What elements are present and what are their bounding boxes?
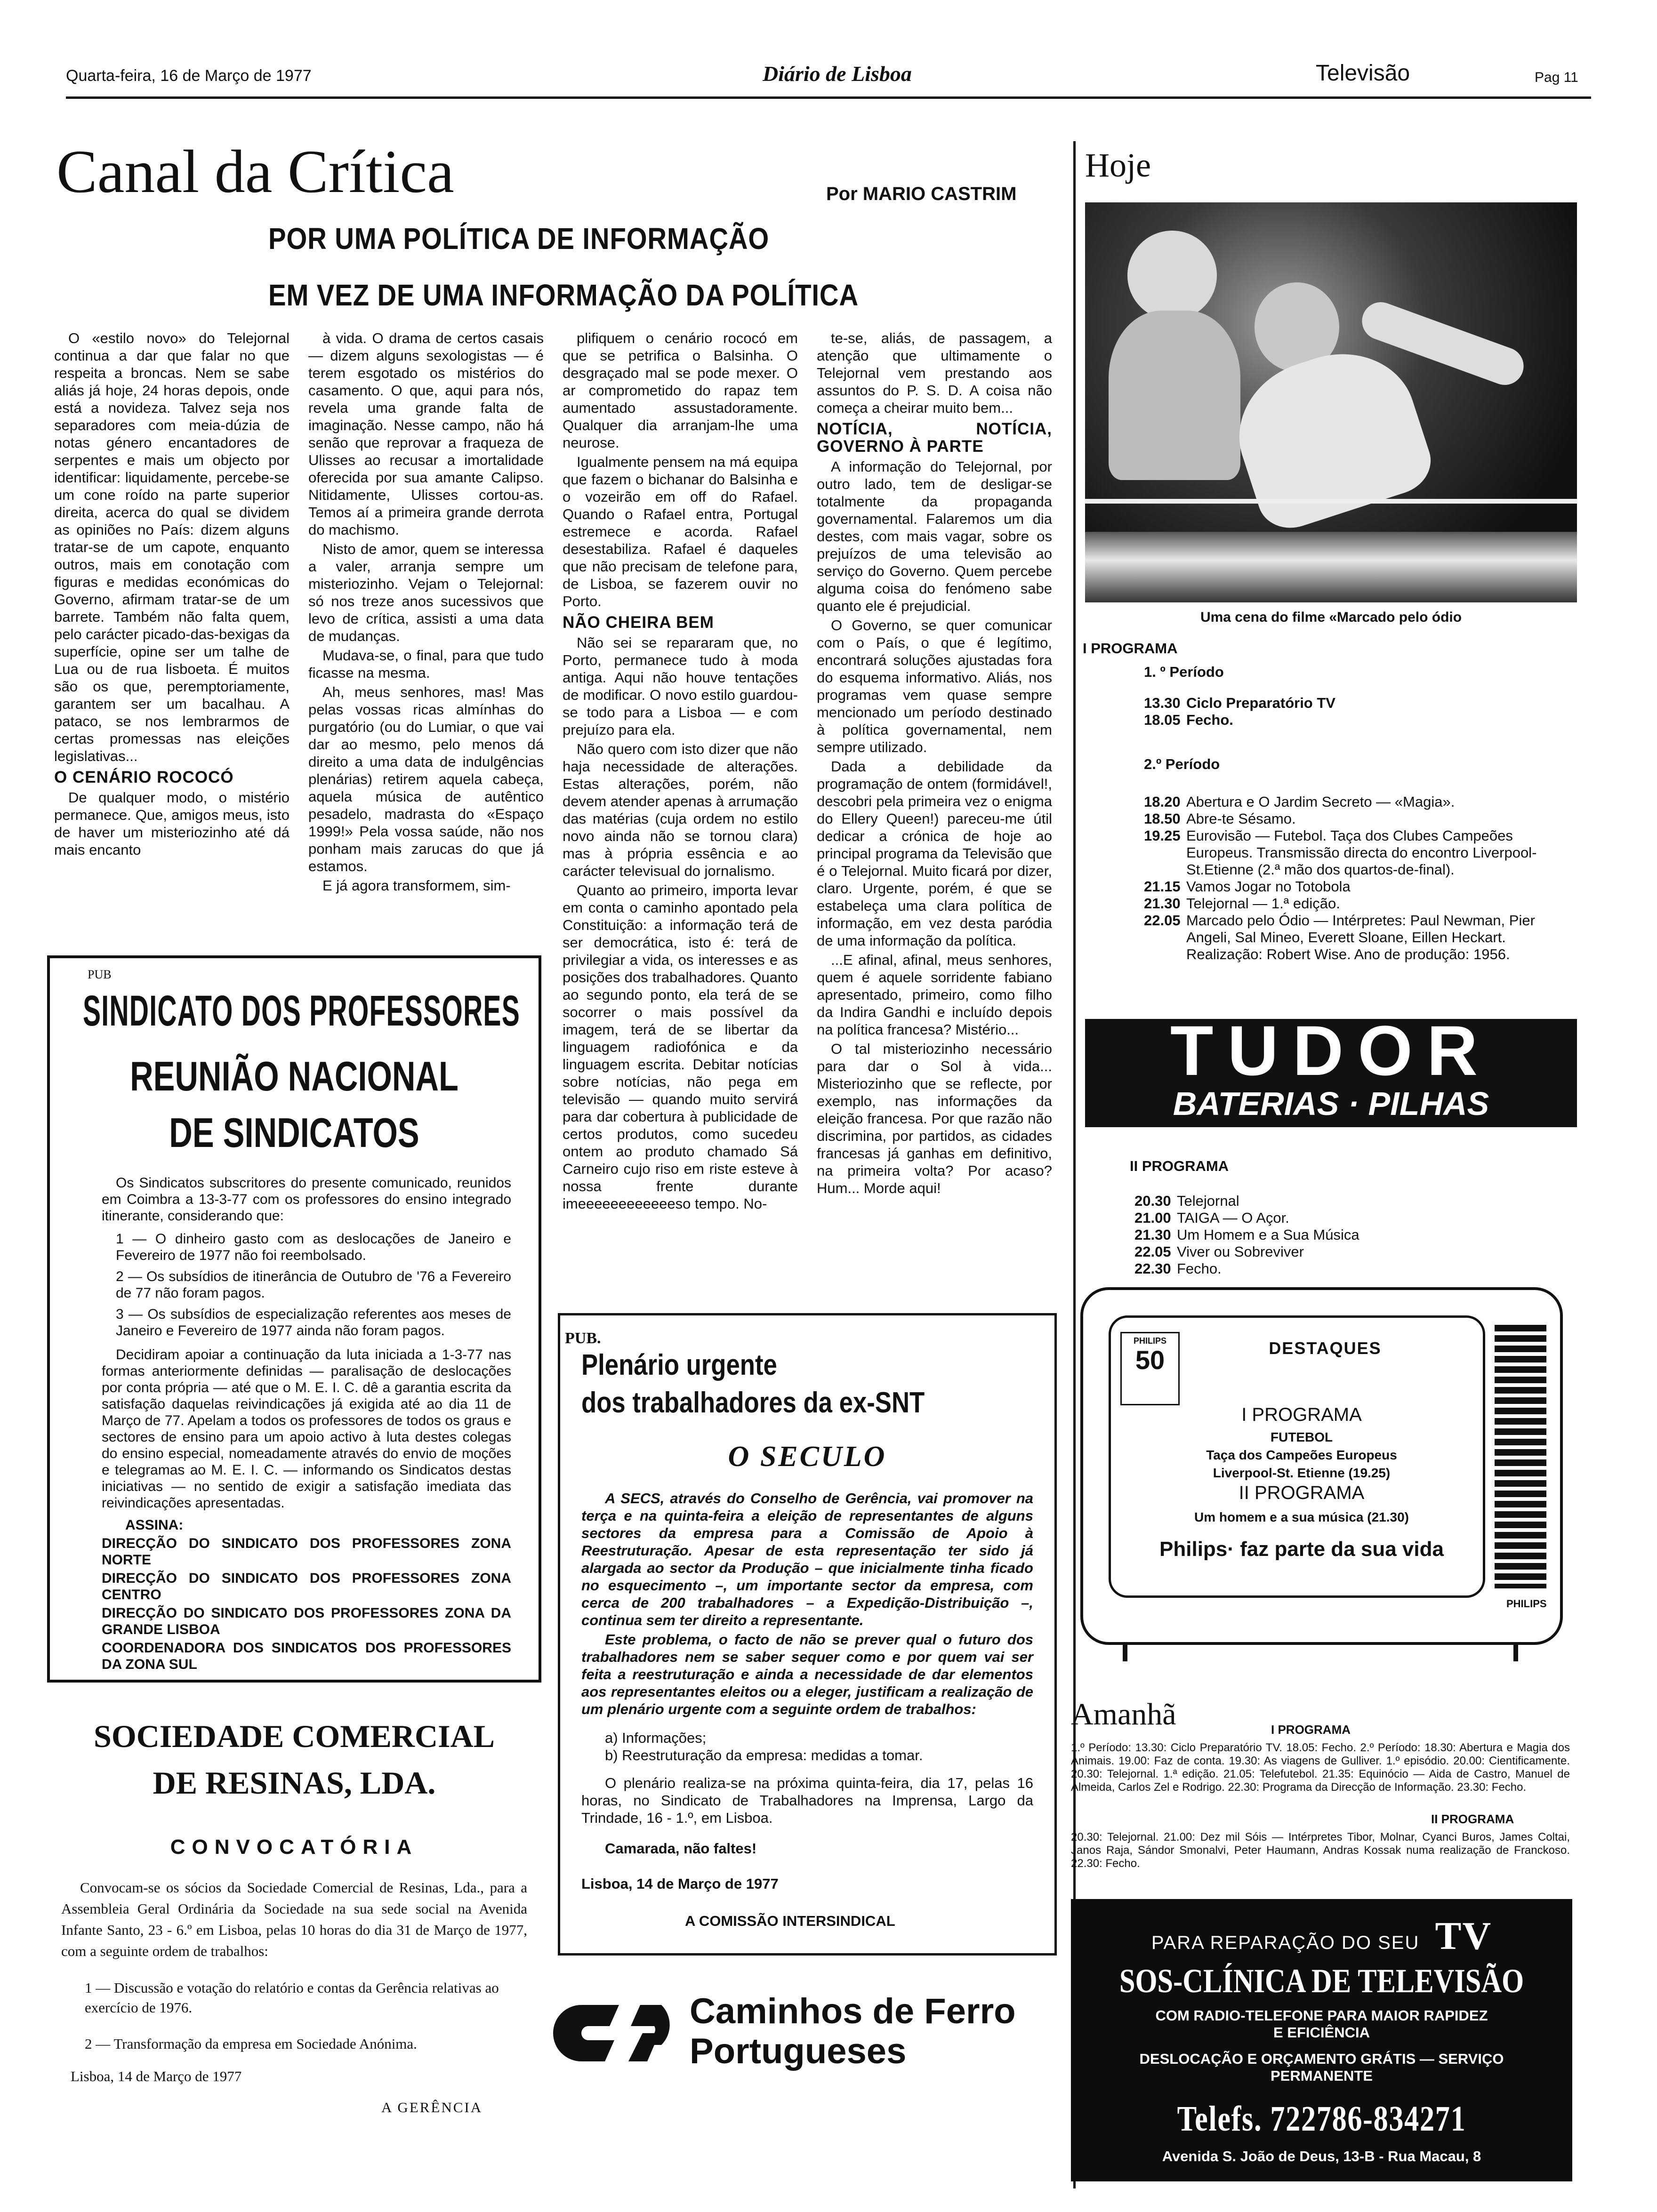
show-title: TAIGA — O Açor. — [1177, 1210, 1289, 1226]
ad-cp — [548, 1977, 1057, 2094]
paragraph: à vida. O drama de certos casais — dizem alguns sexologistas — é terem esgotado os mistérios do casamento. O que, aqui para nós, revela uma grande falta de imaginação. Nesse campo, não há senão que reprovar a fraqueza de Ulisses ao recusar a imortalidade oferecida por sua amante Calipso. Nitidamente, Ulisses cortou-as. Temos aí a primeira grande derrota do machismo. — [308, 330, 544, 538]
article-col-1 — [54, 329, 290, 920]
time: 21.00 — [1134, 1210, 1171, 1226]
philips-prog1: I PROGRAMA — [1241, 1404, 1362, 1425]
show-title: Fecho. — [1177, 1260, 1222, 1277]
amanha-prog1: I PROGRAMA — [1271, 1723, 1351, 1737]
show-title: Um Homem e a Sua Música — [1177, 1226, 1359, 1243]
ad-secs-sign: A COMISSÃO INTERSINDICAL — [685, 1913, 895, 1929]
masthead — [66, 56, 1586, 99]
paragraph: ...E afinal, afinal, meus senhores, quem é aquele sorridente fabiano apresentado, primeiro, como filho da Indira Gandhi e incluído depois na política francesa? Mistério... — [817, 952, 1052, 1038]
paragraph: Dada a debilidade da programação de ontem (formidável!, descobri pela primeira vez o enigma do Ellery Queen!) pareceu-me útil dedicar a crónica de hoje ao principal programa da Televisão que é o Telejornal. Muito ficará por dizer, claro. Urgente, porém, é que se estabeleça uma clara política de informação, em vez desta paródia de uma informação da política. — [817, 758, 1052, 949]
paragraph: O «estilo novo» do Telejornal continua a dar que falar no que respeita a broncas. Nem se sabe aliás já hoje, 24 horas depois, onde está a novideza. Talvez seja nos separadores com meia-dúzia de notas género encantadores de serpentes e mais um objecto por identificar: liquidamente, percebe-se um cone roído na parte superior direita, acerca do qual se dividem as opiniões no País: dizem alguns tratar-se de um capote, enquanto outros, mais em conotação com figuras e medidas económicas do Governo, afirmam tratar-se de um barrete. Também não falta quem, pelo carácter picado-das-bexigas da superfície, opine ser um talhe de Lua ou de rua lisboeta. É muitos são os que, peremptoriamente, garantem ser um bacalhau. A pataco, se nos lembrarmos de certas promessas nas eleições legislativas... — [54, 330, 290, 764]
paragraph: O Governo, se quer comunicar com o País, o que é legítimo, encontrará soluções ajustadas fora do esquema informativo. Aliás, nos programas vem quase sempre mencionado um período destinado à política governamental, nem sempre utilizado. — [817, 617, 1052, 755]
paragraph: Quanto ao primeiro, importa levar em conta o caminho apontado pela Constituição: a informação terá de ser democrática, isto é: terá de privilegiar a vida, os interesses e as posições dos trabalhadores. Quanto ao segundo ponto, ela terá de se socorrer o mais possível da imagem, terá de se libertar da linguagem radiofónica e da linguagem escrita. Debitar notícias sobre notícias, não pega em televisão — quando muito servirá para dar cobertura à publicidade de certos produtos, como sucedeu ontem ao produto chamado Sá Carneiro cujo riso em riste esteve à nossa frente durante imeeeeeeeeeeeeso tempo. No- — [563, 882, 798, 1212]
tudor-sub: BATERIAS · PILHAS — [1173, 1085, 1489, 1122]
paragraph: Não sei se repararam que, no Porto, permanece tudo à moda antiga. Aqui não houve tentações de modificar. O novo estilo guardou-se todo para a Lisboa — e com prejuízo para ela. — [563, 634, 798, 738]
show-title: Viver ou Sobreviver — [1177, 1243, 1304, 1260]
paragraph: Ah, meus senhores, mas! Mas pelas vossas ricas almínhas do purgatório (ou do Lumiar, o que vai dar ao mesmo, pelo menos dá direito a uma data de indulgências plenárias) retirem aquela cabeça, aquela música de autêntico pesadelo, madrasta do «Espaço 1999!» Pela vossa saúde, não nos ponham mais zarucas do que já estamos. — [308, 684, 544, 874]
programa-label: II PROGRAMA — [1130, 1158, 1229, 1174]
amanha-prog2: II PROGRAMA — [1431, 1812, 1514, 1826]
paragraph: O plenário realiza-se na próxima quinta-feira, dia 17, pelas 16 horas, no Sindicato de Trabalhadores na Imprensa, Largo da Trindade, 16 - 1.º, em Lisboa. — [581, 1775, 1033, 1826]
subhead-cenario: O CENÁRIO ROCOCÓ — [54, 768, 234, 786]
philips-brand: PHILIPS — [1506, 1598, 1547, 1610]
ad-resinas-sign: A GERÊNCIA — [381, 2099, 483, 2116]
agenda-item: a) Informações; — [605, 1730, 707, 1746]
paragraph: A SECS, através do Conselho de Gerência, vai promover na terça e na quinta-feira a eleição de representantes de alguns sectores da empresa para a Comissão de Apoio à Reestruturação. Apesar de esta representação ter sido já alargada ao sector da Produção – que inicialmente tinha ficado no esquecimento –, um importante sector da empresa, com cerca de 200 trabalhadores – a Expedição-Distribuição –, continua sem ter direito a representante. — [581, 1490, 1033, 1628]
ad-secs — [558, 1313, 1057, 1956]
ad-sindicato — [47, 955, 541, 1683]
period-label: 2.º Período — [1144, 756, 1220, 772]
ad-sindicato-title: SINDICATO DOS PROFESSORES — [83, 987, 520, 1035]
signer: DIRECÇÃO DO SINDICATO DOS PROFESSORES ZONA DA GRANDE LISBOA — [102, 1605, 511, 1637]
destaques: DESTAQUES — [1269, 1338, 1382, 1358]
ad-resinas-title-1: SOCIEDADE COMERCIAL — [94, 1718, 495, 1754]
time: 20.30 — [1134, 1193, 1171, 1209]
hoje-programa-2 — [1130, 1158, 1553, 1277]
masthead-rule — [66, 96, 1591, 99]
ad-secs-title-1: Plenário urgente — [581, 1349, 777, 1381]
signer: DIRECÇÃO DO SINDICATO DOS PROFESSORES ZONA CENTRO — [102, 1571, 511, 1603]
sos-phones: Telefs. 722786-834271 — [1177, 2099, 1466, 2139]
philips-lines — [1127, 1395, 1476, 1561]
programa-label: I PROGRAMA — [1083, 640, 1178, 657]
tudor-title: TUDOR — [1170, 1019, 1492, 1090]
ad-philips — [1080, 1287, 1563, 1664]
signer: DIRECÇÃO DO SINDICATO DOS PROFESSORES ZONA NORTE — [102, 1536, 511, 1568]
signer: COORDENADORA DOS SINDICATOS DOS PROFESSORES DA ZONA SUL — [102, 1640, 511, 1672]
kicker: Canal da Crítica — [56, 138, 454, 206]
tv-leg — [1123, 1643, 1127, 1661]
ad-sindicato-sub2: DE SINDICATOS — [169, 1109, 419, 1156]
list-item: 3 — Os subsídios de especialização referentes aos meses de Janeiro e Fevereiro de 1977 ainda não foram pagos. — [116, 1306, 511, 1338]
paragraph: De qualquer modo, o mistério permanece. Que, amigos meus, isto de haver um misteriozinho até dá mais encanto — [54, 789, 290, 858]
time: 22.30 — [1134, 1260, 1171, 1277]
amanha-title: Amanhã — [1071, 1697, 1176, 1731]
sos-line-1-text: PARA REPARAÇÃO DO SEU — [1151, 1932, 1420, 1953]
philips-match: Liverpool-St. Etienne (19.25) — [1213, 1466, 1391, 1480]
period-label: 1. º Período — [1144, 664, 1224, 680]
schedule-row — [1144, 878, 1544, 895]
headline-1: POR UMA POLÍTICA DE INFORMAÇÃO — [268, 222, 770, 256]
byline: Por MARIO CASTRIM — [826, 184, 1017, 204]
amanha-text-2: 20.30: Telejornal. 21.00: Dez mil Sóis — Intérpretes Tibor, Molnar, Cyanci Buros, James Coltai, Janos Raja, Sándor Smonalvi, Peter Haumann, Andras Kossak numa realização de Franckoso. 22.30: Fecho. — [1071, 1831, 1570, 1870]
show-title: Telejornal — 1.ª edição. — [1186, 895, 1340, 912]
schedule-row — [1144, 912, 1544, 963]
time: 19.25 — [1144, 827, 1181, 844]
ad-secs-date: Lisboa, 14 de Março de 1977 — [581, 1875, 779, 1892]
paragraph: plifiquem o cenário rococó em que se petrifica o Balsinha. O desgraçado mal se pode mexer. O ar comprometido do rapaz tem aumentado assustadoramente. Qualquer dia arranjam-lhe uma neurose. — [563, 330, 798, 451]
ad-resinas-item-2: 2 — Transformação da empresa em Sociedade Anónima. — [85, 2036, 417, 2052]
time: 21.30 — [1134, 1226, 1171, 1243]
show-title: Telejornal — [1177, 1193, 1239, 1209]
sos-line-4: DESLOCAÇÃO E ORÇAMENTO GRÁTIS — SERVIÇO — [1139, 2051, 1504, 2067]
paragraph: E já agora transformem, sim- — [322, 877, 511, 894]
masthead-page: Pag 11 — [1535, 70, 1578, 85]
sos-tv: TV — [1435, 1914, 1492, 1958]
ad-resinas-item-1: 1 — Discussão e votação do relatório e contas da Gerência relativas ao exercício de 1976. — [85, 1980, 499, 2016]
sos-line-2: COM RADIO-TELEFONE PARA MAIOR RAPIDEZ — [1155, 2007, 1488, 2024]
tv-leg — [1513, 1643, 1518, 1661]
badge-number: 50 — [1135, 1345, 1165, 1375]
masthead-section: Televisão — [1316, 61, 1410, 86]
assina-label: ASSINA: — [125, 1517, 184, 1533]
hoje-title: Hoje — [1085, 146, 1151, 184]
schedule-row — [1134, 1226, 1553, 1243]
philips-show: Um homem e a sua música (21.30) — [1194, 1510, 1409, 1524]
hoje-programa-1 — [1083, 640, 1577, 963]
cp-line-1: Caminhos de Ferro — [690, 1991, 1016, 2031]
paragraph: Mudava-se, o final, para que tudo ficasse na mesma. — [308, 647, 544, 681]
paragraph: Este problema, o facto de não se prever qual o futuro dos trabalhadores nem se saber sequer como e por quem vai ser feita a reestruturação e ainda a necessidade de dar elementos aos representantes eleitos ou a eleger, justificam a realização de um plenário urgente com a seguinte ordem de trabalhos: — [581, 1631, 1033, 1717]
ad-sos — [1071, 1899, 1572, 2181]
schedule-row — [1134, 1260, 1553, 1277]
ad-sindicato-body — [102, 1175, 511, 1675]
ad-resinas-date: Lisboa, 14 de Março de 1977 — [71, 2068, 242, 2084]
schedule-row — [1144, 793, 1544, 810]
ad-tudor — [1085, 1019, 1577, 1127]
ad-secs-body — [581, 1490, 1033, 1930]
schedule-row — [1134, 1243, 1553, 1260]
show-title: Marcado pelo Ódio — Intérpretes: Paul Newman, Pier Angeli, Sal Mineo, Everett Sloane, Eillen Heckart. Realização: Robert Wise. Ano de produção: 1956. — [1186, 912, 1535, 962]
subhead-nao-cheira: NÃO CHEIRA BEM — [563, 613, 714, 632]
paragraph: te-se, aliás, de passagem, a atenção que ultimamente o Telejornal vem prestando aos assuntos do P. S. D. A coisa não começa a cheirar muito bem... — [817, 330, 1052, 416]
philips-badge — [1120, 1332, 1180, 1405]
masthead-date: Quarta-feira, 16 de Março de 1977 — [66, 67, 312, 85]
paragraph: Igualmente pensem na má equipa que fazem o bichanar do Balsinha e o vozeirão em off do Rafael. Quando o Rafael entra, Portugal estremece e acorda. Rafael desestabiliza. Rafael é daqueles que não precisam de telefone para, de Lisboa, se fazerem ouvir no Porto. — [563, 454, 798, 609]
article-col-2 — [308, 329, 544, 920]
schedule-row — [1144, 827, 1544, 878]
amanha-text-1: 1.º Período: 13.30: Ciclo Preparatório TV. 18.05: Fecho. 2.º Período: 18.30: Abertura e Magia dos Animais. 19.00: Faz de conta. 19.30: As viagens de Gulliver. 1.º episódio. 20.00: Cientificamente. 20.30: Telejornal. 1.ª edição. 21.05: Telefutebol. 21.35: Equinócio — Aida de Castro, Manuel de Almeida, Carlos Zel e Rodrigo. 22.30: Programa da Direcção de Informação. 23.30: Fecho. — [1071, 1741, 1570, 1794]
ad-sindicato-sub1: REUNIÃO NACIONAL — [130, 1053, 458, 1099]
time: 18.20 — [1144, 793, 1181, 810]
ad-sindicato-text: Decidiram apoiar a continuação da luta iniciada a 1-3-77 nas formas anteriormente definidas — paralisação de deslocações por conta própria — até que o M. E. I. C. dê a garantia escrita da satisfação daquelas reivindicações já exigida até ao dia 11 de Março de 77. Apelam a todos os professores de todos os graus e sectores de ensino para um apoio activo à luta destes colegas do ensino especial, nomeadamente através do envio de moções e telegramas ao M. E. I. C. — informando os Sindicatos destas iniciativas — no sentido de exigir a satisfação imediata das reivindicações apresentadas. — [102, 1347, 511, 1511]
show-title: Eurovisão — Futebol. Taça dos Clubes Campeões Europeus. Transmissão directa do encontro Liverpool-St.Etienne (2.ª mão dos quartos-de-final). — [1186, 827, 1537, 878]
masthead-paper: Diário de Lisboa — [763, 62, 912, 86]
subhead-noticia: NOTÍCIA, NOTÍCIA, GOVERNO À PARTE — [817, 420, 1052, 456]
column-divider — [1073, 141, 1076, 2188]
show-title: Abre-te Sésamo. — [1186, 810, 1296, 827]
ad-resinas-heading: CONVOCATÓRIA — [170, 1835, 418, 1859]
philips-content — [1184, 1339, 1466, 1358]
ad-sindicato-intro: Os Sindicatos subscritores do presente comunicado, reunidos em Coimbra a 13-3-77 com os professores do ensino integrado itinerante, considerando que: — [102, 1175, 511, 1224]
paragraph: O tal misteriozinho necessário para dar o Sol à vida... Misteriozinho que se reflecte, por exemplo, nas informações da eleição francesa. Por que razão não discrimina, por partidos, as cidades francesas já ganhas em definitivo, na primeira volta? Por acaso? Hum... Morde aqui! — [817, 1041, 1052, 1196]
schedule-row — [1134, 1193, 1553, 1210]
sos-address: Avenida S. João de Deus, 13-B - Rua Macau, 8 — [1162, 2148, 1481, 2164]
show-title: Vamos Jogar no Totobola — [1186, 878, 1351, 895]
time: 18.05 — [1144, 712, 1181, 728]
philips-futebol: FUTEBOL — [1270, 1430, 1333, 1444]
time: 13.30 — [1144, 695, 1181, 711]
sos-line-3: E EFICIÊNCIA — [1273, 2024, 1370, 2041]
schedule-row — [1144, 810, 1544, 827]
pub-label: PUB — [88, 968, 112, 981]
cp-line-2: Portugueses — [690, 2031, 907, 2071]
show-title: Fecho. — [1186, 712, 1233, 728]
paragraph: Não quero com isto dizer que não haja necessidade de alterações. Estas alterações, porém, não devem atender apenas à arrumação das matérias (cuja ordem no estilo novo ainda não se tornou clara) mas à própria essência e ao carácter televisual do jornalismo. — [563, 741, 798, 879]
time: 22.05 — [1134, 1243, 1171, 1260]
pub-label: PUB. — [565, 1330, 601, 1347]
sos-title: SOS-CLÍNICA DE TELEVISÃO — [1119, 1962, 1524, 2000]
headline-2: EM VEZ DE UMA INFORMAÇÃO DA POLÍTICA — [268, 278, 859, 312]
philips-slogan: Philips· faz parte da sua vida — [1159, 1538, 1444, 1561]
agenda-item: b) Reestruturação da empresa: medidas a tomar. — [605, 1747, 923, 1763]
photo-boxing — [1085, 202, 1577, 602]
time: 21.30 — [1144, 895, 1181, 912]
ad-resinas-body: Convocam-se os sócios da Sociedade Comercial de Resinas, Lda., para a Assembleia Geral Ordinária da Sociedade na sua sede social na Avenida Infante Santo, 23 - 6.º em Lisboa, pelas 10 horas do dia 31 de Março de 1977, com a seguinte ordem de trabalhos: — [61, 1879, 527, 1959]
paragraph: A informação do Telejornal, por outro lado, tem de desligar-se totalmente da propaganda governamental. Falaremos um dia destes, com mais vagar, sobre os prejuízos de uma televisão ao serviço do Governo. Quem percebe alguma coisa do fenómeno sabe quanto ele é prejudicial. — [817, 458, 1052, 614]
tv-controls — [1495, 1325, 1546, 1588]
list-item: 2 — Os subsídios de itinerância de Outubro de '76 a Fevereiro de 77 não foram pagos. — [116, 1269, 511, 1301]
schedule-row — [1134, 1210, 1553, 1226]
ad-secs-title-2: dos trabalhadores da ex-SNT — [581, 1387, 925, 1419]
sos-line-1 — [1071, 1913, 1572, 1959]
article-col-3 — [563, 329, 798, 1271]
schedule-row — [1144, 895, 1544, 912]
ad-resinas — [47, 1718, 541, 2188]
paragraph: Camarada, não faltes! — [605, 1840, 757, 1857]
time: 21.15 — [1144, 878, 1181, 895]
ad-resinas-title-2: DE RESINAS, LDA. — [153, 1765, 436, 1801]
philips-taca: Taça dos Campeões Europeus — [1206, 1448, 1397, 1462]
article-col-4 — [817, 329, 1052, 1271]
time: 18.50 — [1144, 810, 1181, 827]
show-title: Abertura e O Jardim Secreto — «Magia». — [1186, 793, 1455, 810]
schedule-row — [1144, 695, 1577, 712]
badge-brand: PHILIPS — [1133, 1336, 1166, 1346]
philips-prog2: II PROGRAMA — [1239, 1483, 1365, 1503]
schedule-row — [1144, 712, 1577, 729]
show-title: Ciclo Preparatório TV — [1186, 695, 1335, 711]
ad-secs-paper: O SECULO — [728, 1441, 887, 1473]
list-item: 1 — O dinheiro gasto com as deslocações de Janeiro e Fevereiro de 1977 não foi reembolsado. — [116, 1231, 511, 1263]
paragraph: Nisto de amor, quem se interessa a valer, arranja sempre um misteriozinho. Vejam o Telejornal: só nos treze anos sucessivos que levo de crítica, assisti a uma data de mudanças. — [308, 541, 544, 644]
sos-line-5: PERMANENTE — [1270, 2068, 1373, 2084]
cp-logo-icon — [553, 1996, 685, 2071]
time: 22.05 — [1144, 912, 1181, 929]
photo-caption: Uma cena do filme «Marcado pelo ódio — [1200, 609, 1462, 625]
